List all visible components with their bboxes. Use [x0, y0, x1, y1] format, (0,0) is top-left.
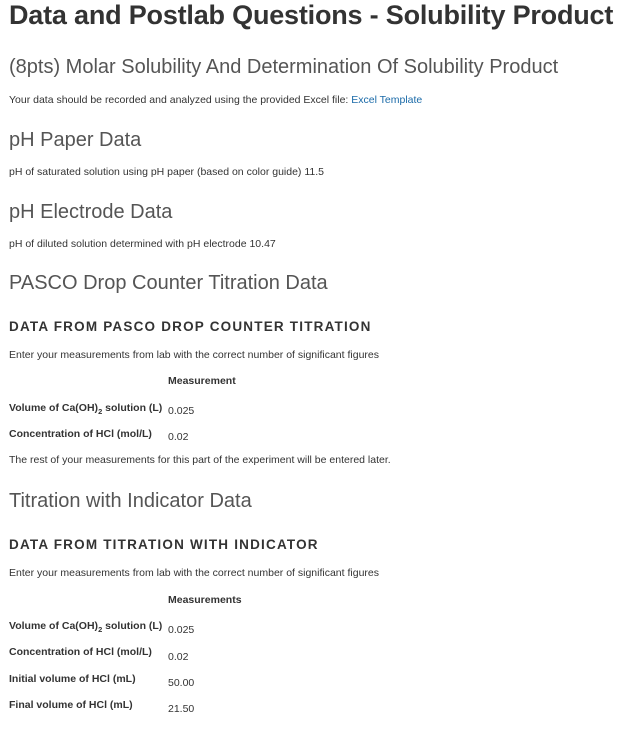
pasco-row-label: Concentration of HCl (mol/L)	[9, 428, 152, 440]
pasco-subtitle: DATA FROM PASCO DROP COUNTER TITRATION	[9, 319, 372, 334]
excel-instruction-text: Your data should be recorded and analyzed using the provided Excel file:	[9, 94, 349, 106]
ph-electrode-text: pH of diluted solution determined with pH electrode 10.47	[9, 238, 276, 250]
pasco-title: PASCO Drop Counter Titration Data	[9, 272, 328, 294]
ph-paper-text: pH of saturated solution using pH paper (based on color guide) 11.5	[9, 166, 325, 178]
indicator-row-value[interactable]: 50.00	[168, 677, 195, 689]
indicator-row-label: Final volume of HCl (mL)	[9, 699, 133, 711]
page-title: Data and Postlab Questions - Solubility Product	[9, 0, 614, 30]
indicator-row-value[interactable]: 0.02	[168, 651, 189, 663]
excel-template-link[interactable]: Excel Template	[351, 94, 423, 106]
indicator-column-header: Measurements	[168, 594, 242, 606]
indicator-instruction: Enter your measurements from lab with the correct number of significant figures	[9, 567, 379, 579]
indicator-row-value[interactable]: 21.50	[168, 703, 195, 715]
indicator-subtitle: DATA FROM TITRATION WITH INDICATOR	[9, 537, 319, 552]
ph-electrode-title: pH Electrode Data	[9, 201, 173, 223]
pasco-row-value[interactable]: 0.025	[168, 405, 195, 417]
section-molar-solubility-title: (8pts) Molar Solubility And Determination Of Solubility Product	[9, 56, 559, 78]
indicator-title: Titration with Indicator Data	[9, 490, 252, 512]
indicator-row-label: Volume of $Ca(OH)_2$ solution (L)	[9, 620, 163, 635]
indicator-row-label: Concentration of HCl (mol/L)	[9, 646, 152, 658]
pasco-column-header: Measurement	[168, 375, 236, 387]
indicator-row-label: Initial volume of HCl (mL)	[9, 673, 136, 685]
ph-paper-title: pH Paper Data	[9, 129, 142, 151]
excel-instruction	[9, 94, 422, 106]
pasco-row-label: Volume of $Ca(OH)_2$ solution (L)	[9, 402, 163, 417]
pasco-row-value[interactable]: 0.02	[168, 431, 189, 443]
pasco-instruction: Enter your measurements from lab with the correct number of significant figures	[9, 349, 379, 361]
pasco-note: The rest of your measurements for this part of the experiment will be entered later.	[9, 454, 391, 466]
indicator-row-value[interactable]: 0.025	[168, 624, 195, 636]
